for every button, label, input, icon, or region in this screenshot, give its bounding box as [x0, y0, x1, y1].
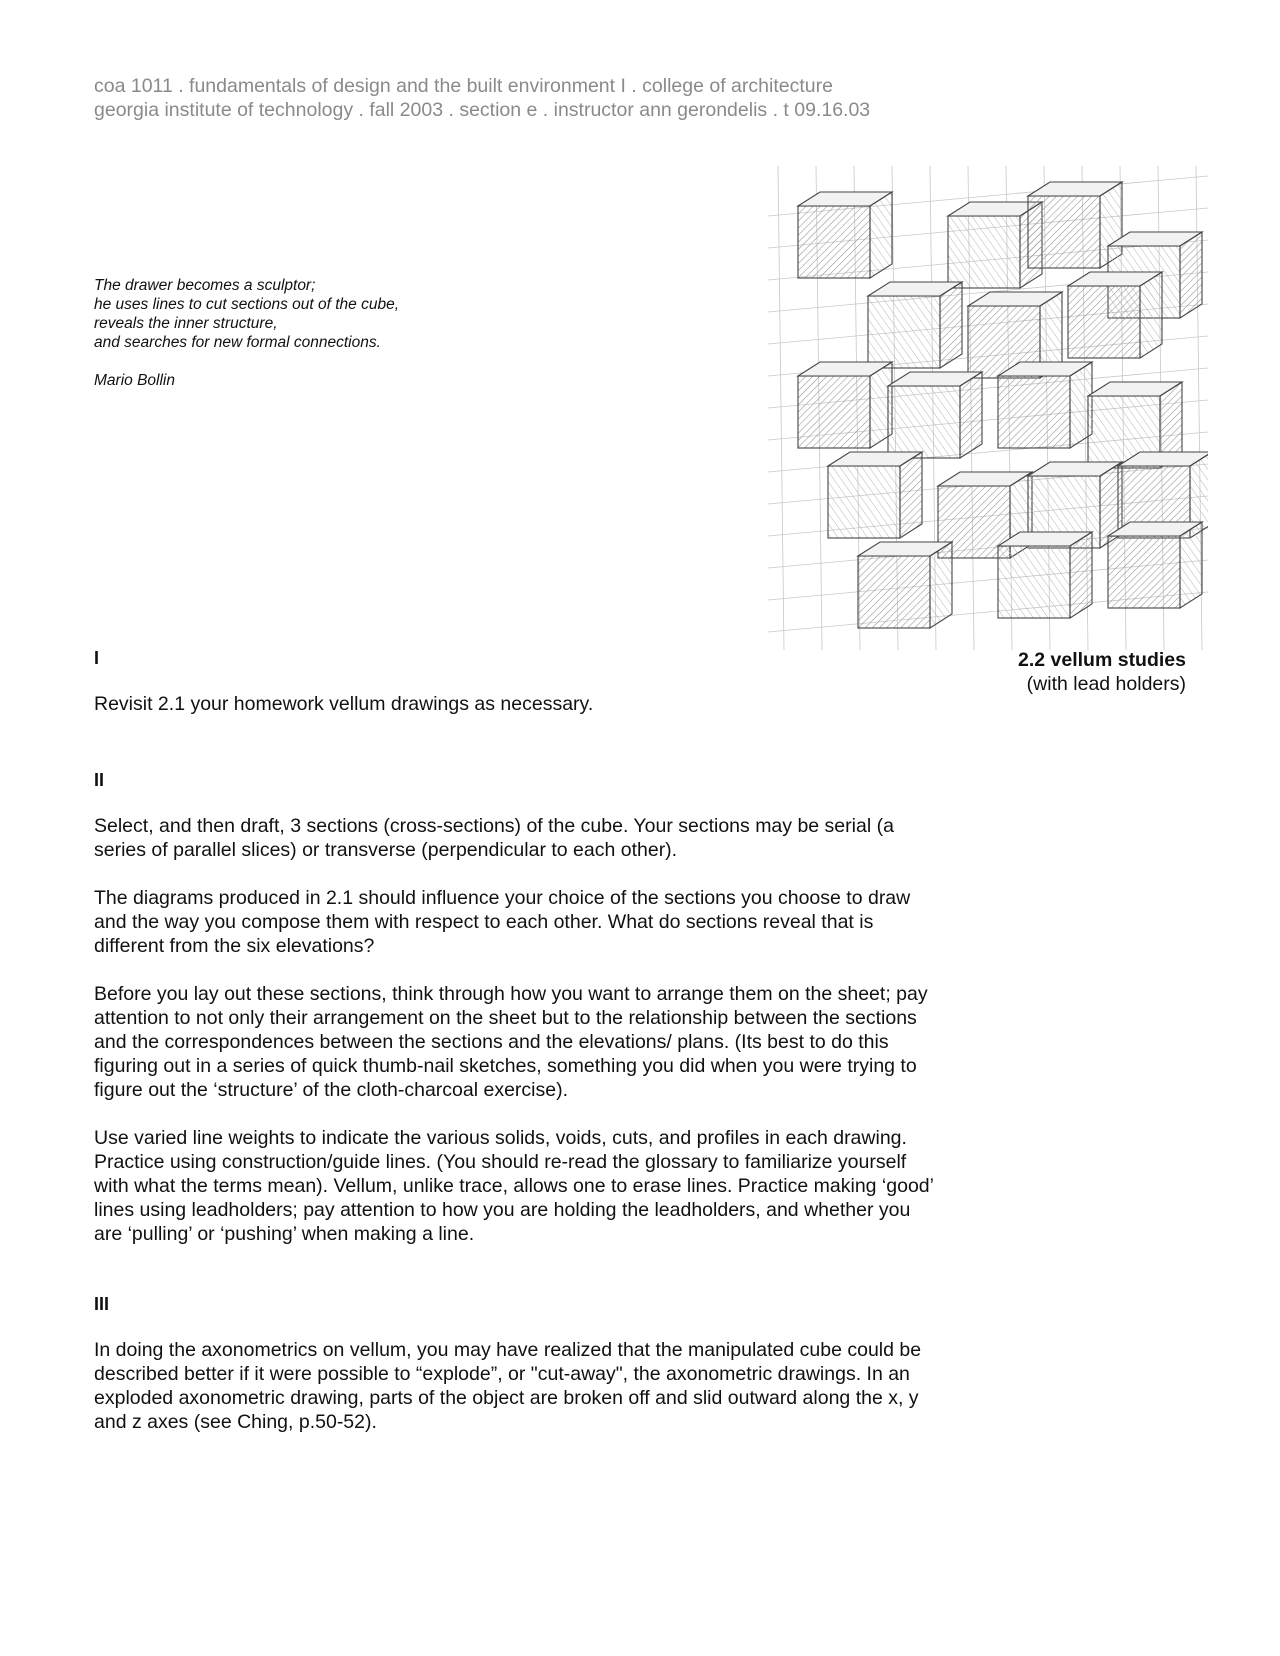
- figure-subtitle: (with lead holders): [1026, 673, 1186, 695]
- paragraph: Use varied line weights to indicate the various solids, voids, cuts, and profiles in each drawing. Practice using construction/guide lines. (You should re-read the glossary to familiarize yourself with what the terms mean). Vellum, unlike trace, allows one to erase lines. Practice making ‘good’ lines using leadholders; pay attention to how you are holding the leadholders, and whether you are ‘pulling’ or ‘pushing’ when making a line.: [94, 1127, 934, 1245]
- quote-line: and searches for new formal connections.: [94, 334, 381, 351]
- paragraph: Select, and then draft, 3 sections (cross-sections) of the cube. Your sections may be serial (a series of parallel slices) or transverse (perpendicular to each other).: [94, 815, 894, 861]
- header-line-2: georgia institute of technology . fall 2003 . section e . instructor ann gerondelis . t 09.16.03: [94, 99, 871, 121]
- section-numeral: II: [94, 770, 105, 790]
- paragraph: Revisit 2.1 your homework vellum drawings as necessary.: [94, 693, 594, 715]
- cube-sketch-icon: [768, 166, 1208, 650]
- section-2: [94, 768, 934, 1246]
- quote-line: he uses lines to cut sections out of the cube,: [94, 296, 400, 313]
- page-header: [94, 74, 870, 122]
- section-numeral: I: [94, 648, 100, 668]
- quote-author: Mario Bollin: [94, 372, 175, 389]
- section-1: [94, 646, 934, 716]
- paragraph: In doing the axonometrics on vellum, you may have realized that the manipulated cube could be described better if it were possible to “explode”, or "cut-away", the axonometric drawings. In an exploded axonometric drawing, parts of the object are broken off and slid outward along the x, y and z axes (see Ching, p.50-52).: [94, 1339, 922, 1433]
- figure-caption: [1018, 648, 1186, 696]
- header-line-1: coa 1011 . fundamentals of design and the built environment I . college of architecture: [94, 75, 833, 97]
- paragraph: The diagrams produced in 2.1 should influence your choice of the sections you choose to draw and the way you compose them with respect to each other. What do sections reveal that is different from the six elevations?: [94, 887, 911, 957]
- quote-line: The drawer becomes a sculptor;: [94, 277, 316, 294]
- figure-title: 2.2 vellum studies: [1018, 649, 1186, 671]
- quote-line: reveals the inner structure,: [94, 315, 278, 332]
- section-numeral: III: [94, 1294, 110, 1314]
- section-3: [94, 1292, 934, 1434]
- paragraph: Before you lay out these sections, think through how you want to arrange them on the sheet; pay attention to not only their arrangement on the sheet but to the relationship between the sections and the correspondences between the sections and the elevations/ plans. (Its best to do this figuring out in a series of quick thumb-nail sketches, something you did when you were trying to figure out the ‘structure’ of the cloth-charcoal exercise).: [94, 983, 928, 1101]
- epigraph-quote: [94, 276, 399, 390]
